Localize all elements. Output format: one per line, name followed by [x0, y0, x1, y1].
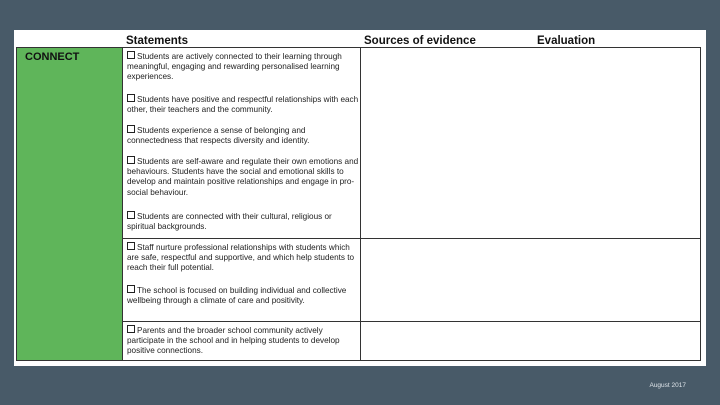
checkbox-icon[interactable] — [127, 94, 135, 102]
checkbox-icon[interactable] — [127, 325, 135, 333]
evidence-evaluation-column — [361, 48, 700, 360]
header-statements: Statements — [126, 35, 188, 47]
checkbox-icon[interactable] — [127, 51, 135, 59]
statement-item[interactable]: Students are self-aware and regulate their own emotions and behaviours. Students have the social and emotional skills to develop and maintain positive relationships and engage in pro-social behaviour. — [127, 157, 359, 197]
checkbox-icon[interactable] — [127, 211, 135, 219]
statement-group — [123, 48, 360, 239]
statement-item[interactable]: Parents and the broader school community actively participate in the school and in helping students to develop positive connections. — [127, 326, 340, 356]
checkbox-icon[interactable] — [127, 242, 135, 250]
statement-group — [123, 239, 360, 322]
slide — [14, 30, 706, 366]
statement-item[interactable]: Students are actively connected to their learning through meaningful, engaging and rewarding personalised learning experiences. — [127, 52, 342, 82]
table-header — [14, 34, 706, 48]
category-cell — [17, 48, 123, 360]
statement-item[interactable]: Students experience a sense of belonging and connectedness that respects diversity and identity. — [127, 126, 310, 146]
checkbox-icon[interactable] — [127, 156, 135, 164]
statement-item[interactable]: Students have positive and respectful relationships with each other, their teachers and the community. — [127, 95, 359, 115]
category-label: CONNECT — [25, 51, 80, 63]
statements-column — [123, 48, 361, 360]
statement-item[interactable]: Students are connected with their cultural, religious or spiritual backgrounds. — [127, 212, 332, 232]
footer-date: August 2017 — [649, 382, 686, 389]
checkbox-icon[interactable] — [127, 285, 135, 293]
header-evaluation: Evaluation — [537, 35, 596, 47]
evidence-cell[interactable] — [361, 322, 700, 360]
checkbox-icon[interactable] — [127, 125, 135, 133]
evidence-cell[interactable] — [361, 48, 700, 239]
statement-group — [123, 322, 360, 360]
statement-item[interactable]: The school is focused on building individual and collective wellbeing through a climate of care and positivity. — [127, 286, 347, 306]
statement-item[interactable]: Staff nurture professional relationships with students which are safe, respectful and supportive, and which help students to reach their full potential. — [127, 243, 355, 273]
evidence-cell[interactable] — [361, 239, 700, 322]
evaluation-table — [16, 47, 701, 361]
header-sources-of-evidence: Sources of evidence — [364, 35, 476, 47]
